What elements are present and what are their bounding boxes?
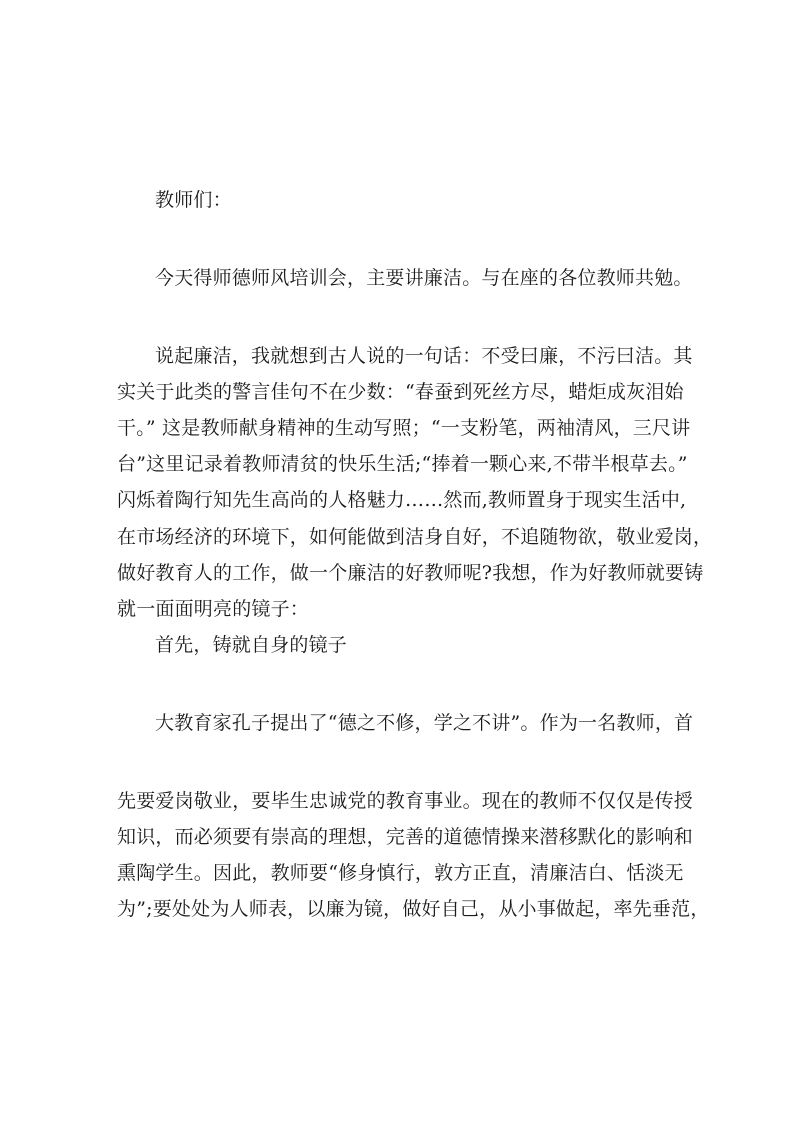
paragraph-body-1-line-4: 台”这里记录着教师清贫的快乐生活;“捧着一颗心来,不带半根草去。” bbox=[117, 453, 688, 475]
paragraph-body-1-line-6: 在市场经济的环境下，如何能做到洁身自好，不追随物欲，敬业爱岗， bbox=[117, 526, 713, 548]
salutation: 教师们： bbox=[155, 189, 232, 211]
paragraph-body-1-line-2: 实关于此类的警言佳句不在少数：“春蚕到死丝方尽，蜡炬成灰泪始 bbox=[117, 381, 684, 403]
section-heading-1: 首先，铸就自身的镜子 bbox=[155, 634, 348, 656]
paragraph-body-1-line-5: 闪烁着陶行知先生高尚的人格魅力……然而,教师置身于现实生活中, bbox=[117, 489, 687, 511]
paragraph-body-1-line-1: 说起廉洁，我就想到古人说的一句话：不受曰廉，不污曰洁。其 bbox=[155, 345, 693, 367]
paragraph-body-1-line-7: 做好教育人的工作，做一个廉洁的好教师呢?我想，作为好教师就要铸 bbox=[117, 562, 704, 584]
paragraph-body-1-line-8: 就一面面明亮的镜子： bbox=[117, 598, 310, 620]
paragraph-intro-line-1: 今天得师德师风培训会，主要讲廉洁。与在座的各位教师共勉。 bbox=[155, 267, 693, 289]
paragraph-body-2-line-4: 熏陶学生。因此，教师要“修身慎行，敦方正直，清廉洁白、恬淡无 bbox=[117, 862, 684, 884]
paragraph-body-2-line-3: 知识，而必须要有崇高的理想，完善的道德情操来潜移默化的影响和 bbox=[117, 826, 694, 848]
paragraph-body-1-line-3: 干。” 这是教师献身精神的生动写照；“一支粉笔，两袖清风，三尺讲 bbox=[117, 417, 691, 439]
paragraph-body-2-line-2: 先要爱岗敬业，要毕生忠诚党的教育事业。现在的教师不仅仅是传授 bbox=[117, 790, 694, 812]
paragraph-body-2-line-5: 为”;要处处为人师表，以廉为镜，做好自己，从小事做起，率先垂范， bbox=[117, 898, 710, 920]
paragraph-body-2-line-1: 大教育家孔子提出了“德之不修，学之不讲”。作为一名教师，首 bbox=[155, 712, 694, 734]
